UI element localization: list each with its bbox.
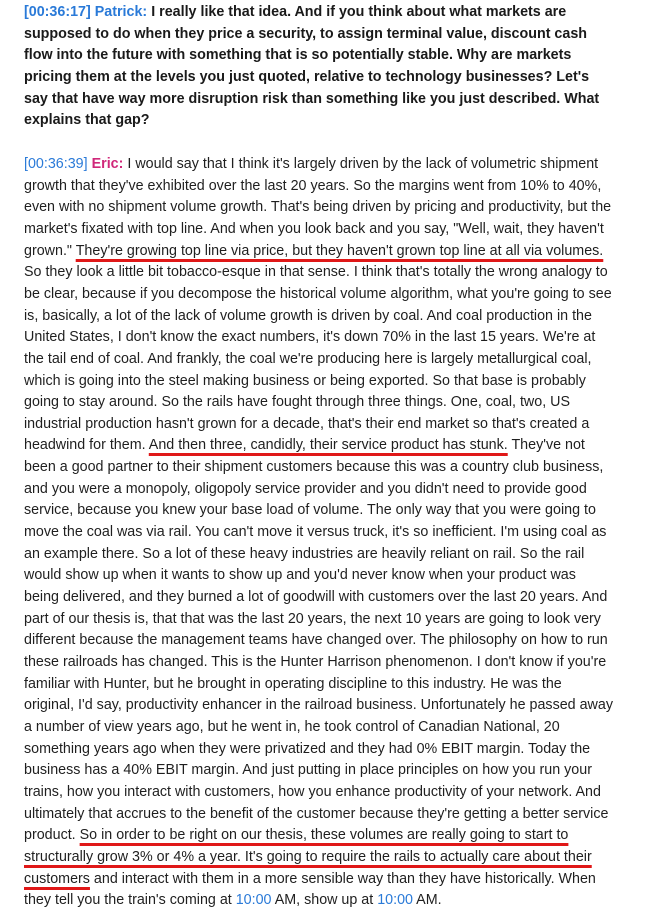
answer-text: and interact with them in a more sensible way than they have historically. When they tell you the train's coming at: [24, 870, 596, 909]
highlighted-passage: And then three, candidly, their service product has stunk.: [148, 437, 508, 454]
transcript-entry-patrick: [24, 2, 614, 132]
transcript-entry-eric: [24, 154, 614, 912]
question-text: I really like that idea. And if you think about what markets are supposed to do when they price a security, to assign terminal value, discount cash flow into the future with something that is so potentially stable. Why are markets pricing them at the levels you just quoted, relative to technology businesses? Let's say that have way more disruption risk than something like you just described. What explains that gap?: [24, 4, 600, 129]
answer-text: AM.: [413, 892, 442, 909]
answer-text: They've not been a good partner to their shipment customers because this was a country club business, and you were a monopoly, oligopoly service provider and you didn't need to provide good service, because you knew your base load of volume. The only way that you were going to move the coal was via rail. You can't move it versus truck, it's so inefficient. I'm using coal as an example there. So a lot of these heavy industries are heavily reliant on rail. So the rail would show up when it wants to show up and you'd never know when your product was being delivered, and they burned a lot of goodwill with customers over the last 20 years. And part of our thesis is, that that was the last 20 years, the next 10 years are going to look very different because the management teams have changed over. The philosophy on how to run these railroads has changed. This is the Hunter Harrison phenomenon. I don't know if you're familiar with Hunter, but he brought in operating discipline to this industry. He was the original, I'd say, productivity enhancer in the railroad business. Unfortunately he passed away a number of view years ago, but he went in, he took control of Canadian National, 20 something years ago when they were privatized and they had 0% EBIT margin. Today the business has a 40% EBIT margin. And just putting in place principles on how you run your trains, how you interact with customers, how you enhance productivity of your network. And ultimately that accrues to the benefit of the customer because they're getting a better service product.: [24, 437, 613, 844]
speaker-name: Eric:: [91, 155, 124, 172]
answer-text: I would say that I think it's largely driven by the lack of volumetric shipment growth that they've exhibited over the last 20 years. So the margins went from 10% to 40%, even with no shipment volume growth. That's being driven by pricing and productivity, but the market's fixated with top line. And when you look back and you say, "Well, wait, they haven't grown.": [24, 155, 612, 259]
highlighted-passage: They're growing top line via price, but they haven't grown top line at all via volumes.: [75, 242, 604, 259]
answer-text: AM, show up at: [271, 892, 378, 909]
timestamp[interactable]: [00:36:17]: [24, 4, 91, 20]
timestamp[interactable]: [00:36:39]: [24, 155, 88, 172]
transcript: [24, 0, 614, 912]
time-link[interactable]: 10:00: [235, 892, 272, 909]
answer-text: So they look a little bit tobacco-esque in that sense. I think that's totally the wrong analogy to be clear, because if you decompose the historical volume algorithm, what you're going to see is, basically, a lot of the lack of volume growth is driven by coal. And coal production in the United States, I don't know the exact numbers, it's down 70% in the last 15 years. We're at the tail end of coal. And frankly, the coal we're producing here is largely metallurgical coal, which is going into the steel making business or being exported. So that base is probably going to stay around. So the rails have fought through three things. One, coal, two, US industrial production hasn't grown for a decade, that's their end market so that's created a headwind for them.: [24, 264, 612, 454]
speaker-name: Patrick:: [94, 4, 148, 20]
time-link[interactable]: 10:00: [377, 892, 413, 909]
highlighted-passage: So in order to be right on our thesis, these volumes are really going to start to structurally grow 3% or 4% a year. It's going to require the rails to actually care about their customers: [24, 827, 592, 887]
